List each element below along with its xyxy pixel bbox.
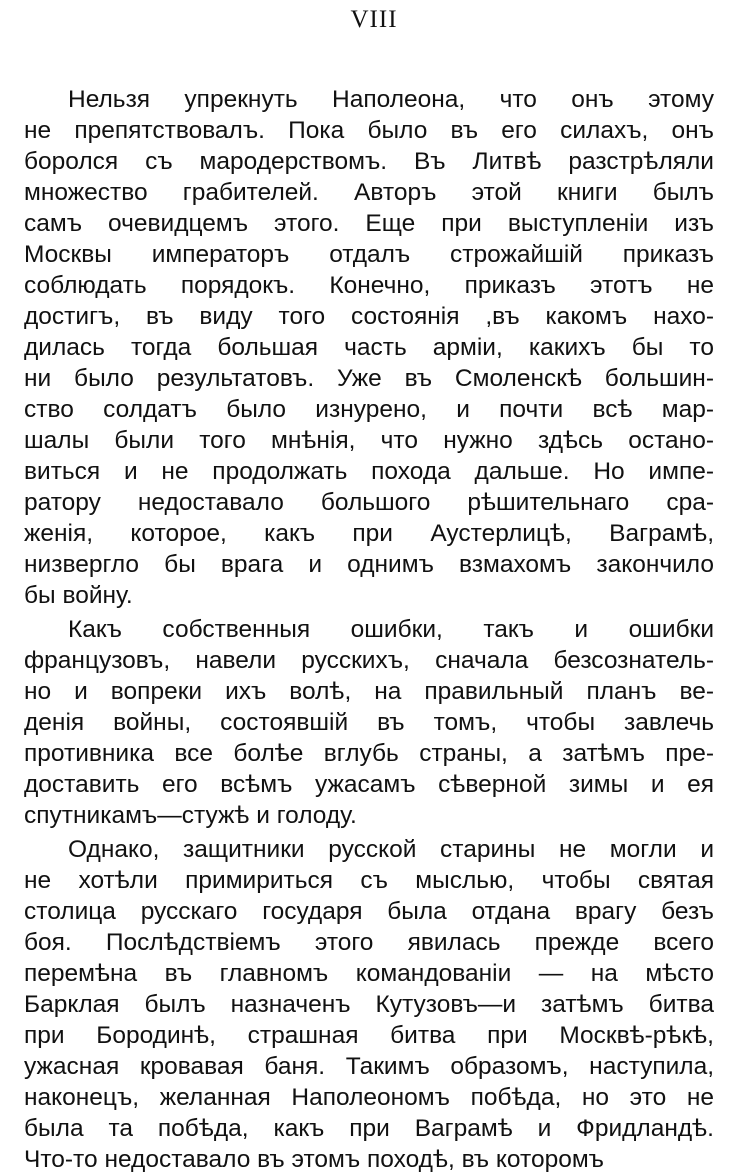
text-line: множество грабителей. Авторъ этой книги былъ (24, 179, 714, 206)
text-line: Барклая былъ назначенъ Кутузовъ—и затѣмъ битва (24, 991, 714, 1018)
text-line: ратору недоставало большого рѣшительнаго сра- (24, 489, 714, 516)
body-text (24, 84, 724, 1175)
text-line: дилась тогда большая часть арміи, какихъ бы то (24, 334, 714, 361)
text-line: при Бородинѣ, страшная битва при Москвѣ-рѣкѣ, (24, 1022, 714, 1049)
text-line: противника все болѣе вглубь страны, а затѣмъ пре- (24, 740, 714, 767)
text-line: Какъ собственныя ошибки, такъ и ошибки (68, 616, 714, 643)
text-line: ужасная кровавая баня. Такимъ образомъ, наступила, (24, 1053, 714, 1080)
text-line: доставить его всѣмъ ужасамъ сѣверной зимы и ея (24, 771, 714, 798)
text-line: не хотѣли примириться съ мыслью, чтобы святая (24, 867, 714, 894)
text-line: женія, которое, какъ при Аустерлицѣ, Ваграмѣ, (24, 520, 714, 547)
text-line: спутникамъ—стужѣ и голоду. (24, 802, 357, 829)
paragraph (24, 614, 724, 831)
text-line: наконецъ, желанная Наполеономъ побѣда, но это не (24, 1084, 714, 1111)
text-line: была та побѣда, какъ при Ваграмѣ и Фридландѣ. (24, 1115, 714, 1142)
text-line: французовъ, навели русскихъ, сначала безсознатель- (24, 647, 714, 674)
paragraph (24, 84, 724, 611)
text-line: бы войну. (24, 582, 133, 609)
text-line: Однако, защитники русской старины не могли и (68, 836, 714, 863)
text-line: не препятствовалъ. Пока было въ его силахъ, онъ (24, 117, 714, 144)
text-line: боролся съ мародерствомъ. Въ Литвѣ разстрѣляли (24, 148, 714, 175)
text-line: денія войны, состоявшій въ томъ, чтобы завлечь (24, 709, 714, 736)
page-number: VIII (350, 6, 398, 33)
text-line: ни было результатовъ. Уже въ Смоленскѣ большин- (24, 365, 714, 392)
text-line: столица русскаго государя была отдана врагу безъ (24, 898, 714, 925)
text-line: низвергло бы врага и однимъ взмахомъ закончило (24, 551, 714, 578)
text-line: Что-то недоставало въ этомъ походѣ, въ которомъ (24, 1146, 604, 1173)
text-line: боя. Послѣдствіемъ этого явилась прежде всего (24, 929, 714, 956)
text-line: самъ очевидцемъ этого. Еще при выступленіи изъ (24, 210, 714, 237)
text-line: перемѣна въ главномъ командованіи — на мѣсто (24, 960, 714, 987)
text-line: ство солдатъ было изнурено, и почти всѣ мар- (24, 396, 714, 423)
text-line: но и вопреки ихъ волѣ, на правильный планъ ве- (24, 678, 714, 705)
text-line: Москвы императоръ отдалъ строжайшій приказъ (24, 241, 714, 268)
paragraph (24, 834, 724, 1175)
text-line: шалы были того мнѣнія, что нужно здѣсь остано- (24, 427, 714, 454)
text-line: виться и не продолжать похода дальше. Но импе- (24, 458, 714, 485)
text-line: достигъ, въ виду того состоянія ,въ какомъ нахо- (24, 303, 714, 330)
text-line: Нельзя упрекнуть Наполеона, что онъ этому (68, 86, 714, 113)
text-line: соблюдать порядокъ. Конечно, приказъ этотъ не (24, 272, 714, 299)
